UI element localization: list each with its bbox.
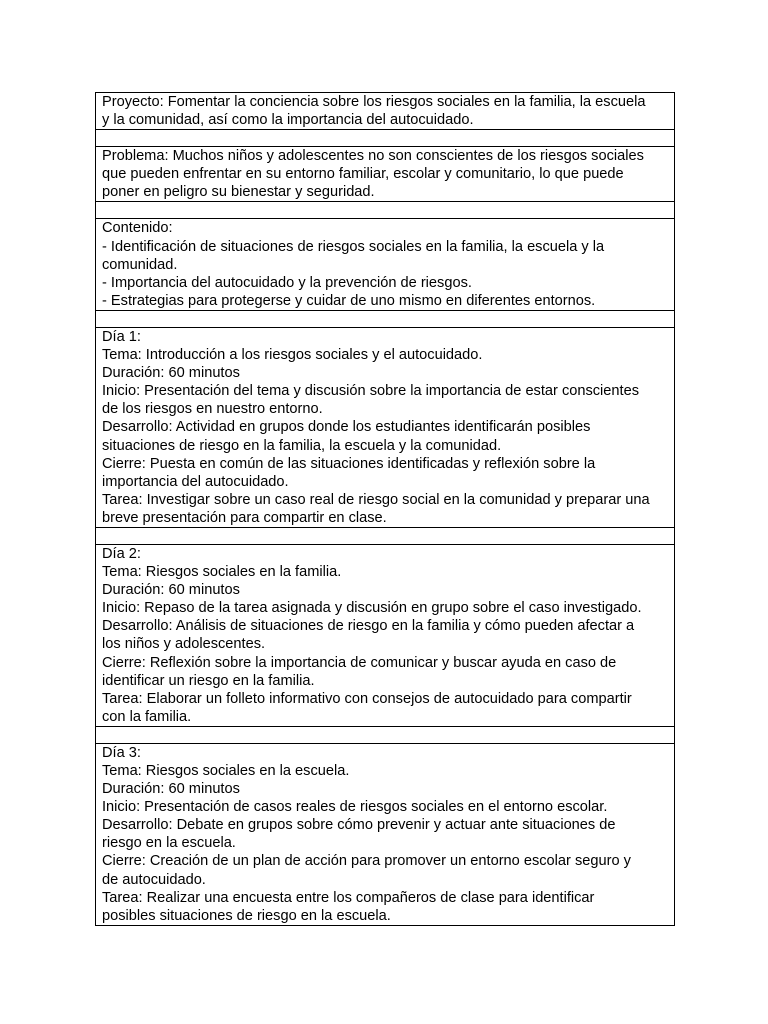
dia-3-text [102,744,668,925]
text-line: Día 2: [102,545,141,562]
section-row-dia-1 [96,327,675,527]
text-line: Desarrollo: Debate en grupos sobre cómo prevenir y actuar ante situaciones de [102,817,616,834]
dia-2-text [102,545,668,726]
section-row-contenido [96,219,675,310]
text-line: Desarrollo: Actividad en grupos donde los estudiantes identificarán posibles [102,419,591,436]
text-line: poner en peligro su bienestar y seguridad. [102,184,375,201]
text-line: Proyecto: Fomentar la conciencia sobre los riesgos sociales en la familia, la escuela [102,94,646,110]
spacer-cell [96,202,675,219]
spacer-row [96,726,675,743]
dia-3-cell [96,743,675,925]
text-line: los niños y adolescentes. [102,636,266,653]
section-row-dia-3 [96,743,675,925]
text-line: y la comunidad, así como la importancia del autocuidado. [102,112,474,129]
text-line: Inicio: Repaso de la tarea asignada y discusión en grupo sobre el caso investigado. [102,600,642,617]
proyecto-cell [96,93,675,130]
text-line: Día 1: [102,328,141,345]
text-line: riesgo en la escuela. [102,835,236,852]
text-line: Desarrollo: Análisis de situaciones de riesgo en la familia y cómo pueden afectar a [102,618,635,635]
text-line: Día 3: [102,744,141,761]
text-line: Duración: 60 minutos [102,365,240,382]
dia-1-cell [96,327,675,527]
section-row-problema [96,147,675,202]
text-line: situaciones de riesgo en la familia, la escuela y la comunidad. [102,437,502,454]
text-line: Duración: 60 minutos [102,781,240,798]
spacer-cell [96,527,675,544]
spacer-row [96,202,675,219]
text-line: importancia del autocuidado. [102,473,289,490]
text-line: comunidad. [102,256,178,273]
section-row-dia-2 [96,544,675,726]
problema-cell [96,147,675,202]
text-line: identificar un riesgo en la familia. [102,672,315,689]
text-line: que pueden enfrentar en su entorno familiar, escolar y comunitario, lo que puede [102,166,624,183]
dia-2-cell [96,544,675,726]
text-line: Tarea: Investigar sobre un caso real de riesgo social en la comunidad y preparar una [102,491,650,508]
text-line: Tema: Introducción a los riesgos sociales y el autocuidado. [102,347,483,364]
spacer-row [96,310,675,327]
text-line: Cierre: Puesta en común de las situaciones identificadas y reflexión sobre la [102,455,596,472]
text-line: de los riesgos en nuestro entorno. [102,401,323,418]
text-line: Tema: Riesgos sociales en la escuela. [102,763,350,779]
dia-1-text [102,328,668,527]
spacer-cell [96,726,675,743]
text-line: Tema: Riesgos sociales en la familia. [102,564,342,581]
problema-text [102,147,668,201]
text-line: de autocuidado. [102,871,206,888]
spacer-cell [96,310,675,327]
text-line: Inicio: Presentación del tema y discusión sobre la importancia de estar conscientes [102,383,640,400]
text-line: breve presentación para compartir en clase. [102,509,387,526]
spacer-row [96,130,675,147]
text-line: Tarea: Realizar una encuesta entre los compañeros de clase para identificar [102,889,595,906]
text-line: Inicio: Presentación de casos reales de riesgos sociales en el entorno escolar. [102,799,608,816]
text-line: posibles situaciones de riesgo en la escuela. [102,907,391,924]
text-line: - Identificación de situaciones de riesgos sociales en la familia, la escuela y la [102,238,605,255]
spacer-row [96,527,675,544]
text-line: - Importancia del autocuidado y la prevención de riesgos. [102,274,472,291]
lesson-plan-table [95,92,675,926]
contenido-text [102,219,668,309]
contenido-cell [96,219,675,310]
section-row-proyecto [96,93,675,130]
text-line: Contenido: [102,220,173,237]
spacer-cell [96,130,675,147]
text-line: Cierre: Reflexión sobre la importancia de comunicar y buscar ayuda en caso de [102,654,617,671]
text-line: Tarea: Elaborar un folleto informativo con consejos de autocuidado para compartir [102,690,632,707]
proyecto-text [102,93,668,129]
text-line: Problema: Muchos niños y adolescentes no son conscientes de los riesgos sociales [102,148,644,165]
text-line: Cierre: Creación de un plan de acción para promover un entorno escolar seguro y [102,853,631,870]
text-line: - Estrategias para protegerse y cuidar de uno mismo en diferentes entornos. [102,292,596,309]
text-line: Duración: 60 minutos [102,582,240,599]
text-line: con la familia. [102,708,192,725]
